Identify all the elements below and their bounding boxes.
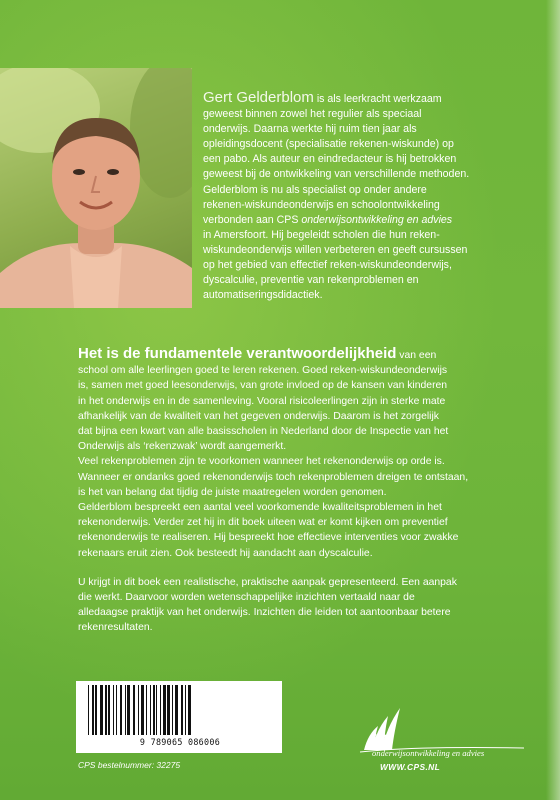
barcode-bar bbox=[185, 685, 186, 735]
author-bio-line-10: in Amersfoort. Hij begeleidt scholen die hun reken- bbox=[203, 228, 440, 241]
barcode-bar bbox=[138, 685, 139, 735]
author-bio-line-1: Gert Gelderblom is als leerkracht werkzaam bbox=[203, 89, 442, 106]
barcode-bar bbox=[181, 685, 183, 735]
author-bio-line-13: dyscalculie, preventie van rekenproblemen en bbox=[203, 274, 419, 287]
cps-logo-text: cps bbox=[372, 729, 394, 746]
blurb-lead-line: Het is de fundamentele verantwoordelijkheid van een bbox=[78, 345, 437, 362]
cps-italic-name: onderwijsontwikkeling en advies bbox=[301, 213, 453, 226]
blurb-line: is het van belang dat tijdig de juiste maatregelen worden genomen. bbox=[78, 486, 387, 498]
author-bio-line-14: automatiseringsdidactiek. bbox=[203, 289, 323, 302]
barcode-bar bbox=[133, 685, 135, 735]
author-name: Gert Gelderblom bbox=[203, 89, 314, 106]
barcode-bar bbox=[150, 685, 151, 735]
author-bio-line-5: een pabo. Als auteur en eindredacteur is hij betrokken bbox=[203, 153, 457, 166]
blurb-line: school om alle leerlingen goed te leren rekenen. Goed reken-wiskundeonderwijs bbox=[78, 365, 448, 377]
book-blurb bbox=[78, 346, 518, 636]
blurb-line: rekenonderwijs. Verder zet hij in dit boek uiteen wat er komt kijken om preventief bbox=[78, 517, 448, 529]
barcode-bars bbox=[86, 685, 272, 737]
barcode-bar bbox=[127, 685, 130, 735]
blurb-line: afhankelijk van de kwaliteit van het gegeven onderwijs. Daarom is het zorgelijk bbox=[78, 410, 439, 422]
author-portrait-illustration bbox=[0, 68, 192, 308]
blurb-line: Veel rekenproblemen zijn te voorkomen wanneer het rekenonderwijs op orde is. bbox=[78, 456, 445, 468]
barcode-bar bbox=[153, 685, 155, 735]
blurb-line: rekenonderwijs te realiseren. Hij bespreekt hoe effectieve interventies voor zwakke bbox=[78, 532, 459, 544]
blurb-line: rekenaars eruit zien. Ook besteedt hij aandacht aan dyscalculie. bbox=[78, 547, 373, 559]
barcode-bar bbox=[175, 685, 178, 735]
blurb-line: in het onderwijs en in de samenleving. Vooral risicoleerlingen zijn in sterke mate bbox=[78, 395, 446, 407]
blurb-line: rekenresultaten. bbox=[78, 622, 153, 634]
blurb-line: is, samen met goed leesonderwijs, van grote invloed op de kansen van kinderen bbox=[78, 380, 448, 392]
author-bio-line-6: geweest bij de ontwikkeling van verschillende methoden. bbox=[203, 168, 470, 181]
barcode-bar bbox=[188, 685, 191, 735]
barcode-bar bbox=[100, 685, 103, 735]
barcode-bar bbox=[141, 685, 144, 735]
author-photo bbox=[0, 68, 192, 308]
author-bio-line-2: geweest binnen zowel het regulier als speciaal bbox=[203, 108, 422, 121]
barcode-bar bbox=[172, 685, 173, 735]
barcode-bar bbox=[116, 685, 117, 735]
author-bio-line-11: wiskundeonderwijs willen verbeteren en geeft cursussen bbox=[203, 243, 468, 256]
barcode-bar bbox=[88, 685, 89, 735]
isbn-number: 9 789065 086006 bbox=[139, 737, 221, 747]
cps-tagline: onderwijsontwikkeling en advies bbox=[372, 748, 485, 758]
barcode-bar bbox=[125, 685, 126, 735]
barcode-panel bbox=[76, 681, 282, 753]
barcode-bar bbox=[108, 685, 110, 735]
author-bio-line-7: Gelderblom is nu als specialist op onder andere bbox=[203, 183, 427, 196]
barcode-bar bbox=[160, 685, 161, 735]
barcode-bar bbox=[146, 685, 147, 735]
author-bio-line-3: onderwijs. Daarna werkte hij ruim tien jaar als bbox=[203, 123, 417, 136]
blurb-lead: Het is de fundamentele verantwoordelijkheid bbox=[78, 345, 397, 362]
barcode-bar bbox=[113, 685, 114, 735]
website-link[interactable]: WWW.CPS.NL bbox=[380, 762, 441, 772]
barcode-bar bbox=[120, 685, 122, 735]
blurb-line: Gelderblom bespreekt een aantal veel voorkomende kwaliteitsproblemen in het bbox=[78, 502, 442, 514]
barcode-bar bbox=[95, 685, 97, 735]
blurb-line: U krijgt in dit boek een realistische, praktische aanpak gepresenteerd. Een aanpak bbox=[78, 576, 457, 588]
blurb-line: dat bijna een kwart van alle basisscholen in Nederland door de Inspectie van het bbox=[78, 426, 449, 438]
barcode-bar bbox=[92, 685, 94, 735]
blurb-line: alledaagse praktijk van het onderwijs. Inzichten die leiden tot aantoonbaar betere bbox=[78, 607, 451, 619]
author-bio-line-4: opleidingsdocent (specialisatie rekenen-wiskunde) op bbox=[203, 138, 454, 151]
blurb-line: die werkt. Daarvoor worden wetenschappelijke inzichten vertaald naar de bbox=[78, 592, 415, 604]
barcode-bar bbox=[163, 685, 166, 735]
barcode-bar bbox=[156, 685, 157, 735]
author-bio-line-8: rekenen-wiskundeonderwijs en schoolontwikkeling bbox=[203, 198, 440, 211]
author-bio bbox=[203, 90, 503, 303]
barcode-bar bbox=[105, 685, 107, 735]
order-number: CPS bestelnummer: 32275 bbox=[78, 760, 181, 770]
author-bio-line-12: op het gebied van effectief reken-wiskundeonderwijs, bbox=[203, 259, 452, 272]
blurb-line: Onderwijs als ‘rekenzwak’ wordt aangemerkt. bbox=[78, 441, 287, 453]
author-bio-line-9: verbonden aan CPS onderwijsontwikkeling en advies bbox=[203, 213, 453, 226]
blurb-line: Wanneer er ondanks goed rekenonderwijs toch rekenproblemen dreigen te ontstaan, bbox=[78, 471, 469, 483]
barcode-bar bbox=[167, 685, 170, 735]
